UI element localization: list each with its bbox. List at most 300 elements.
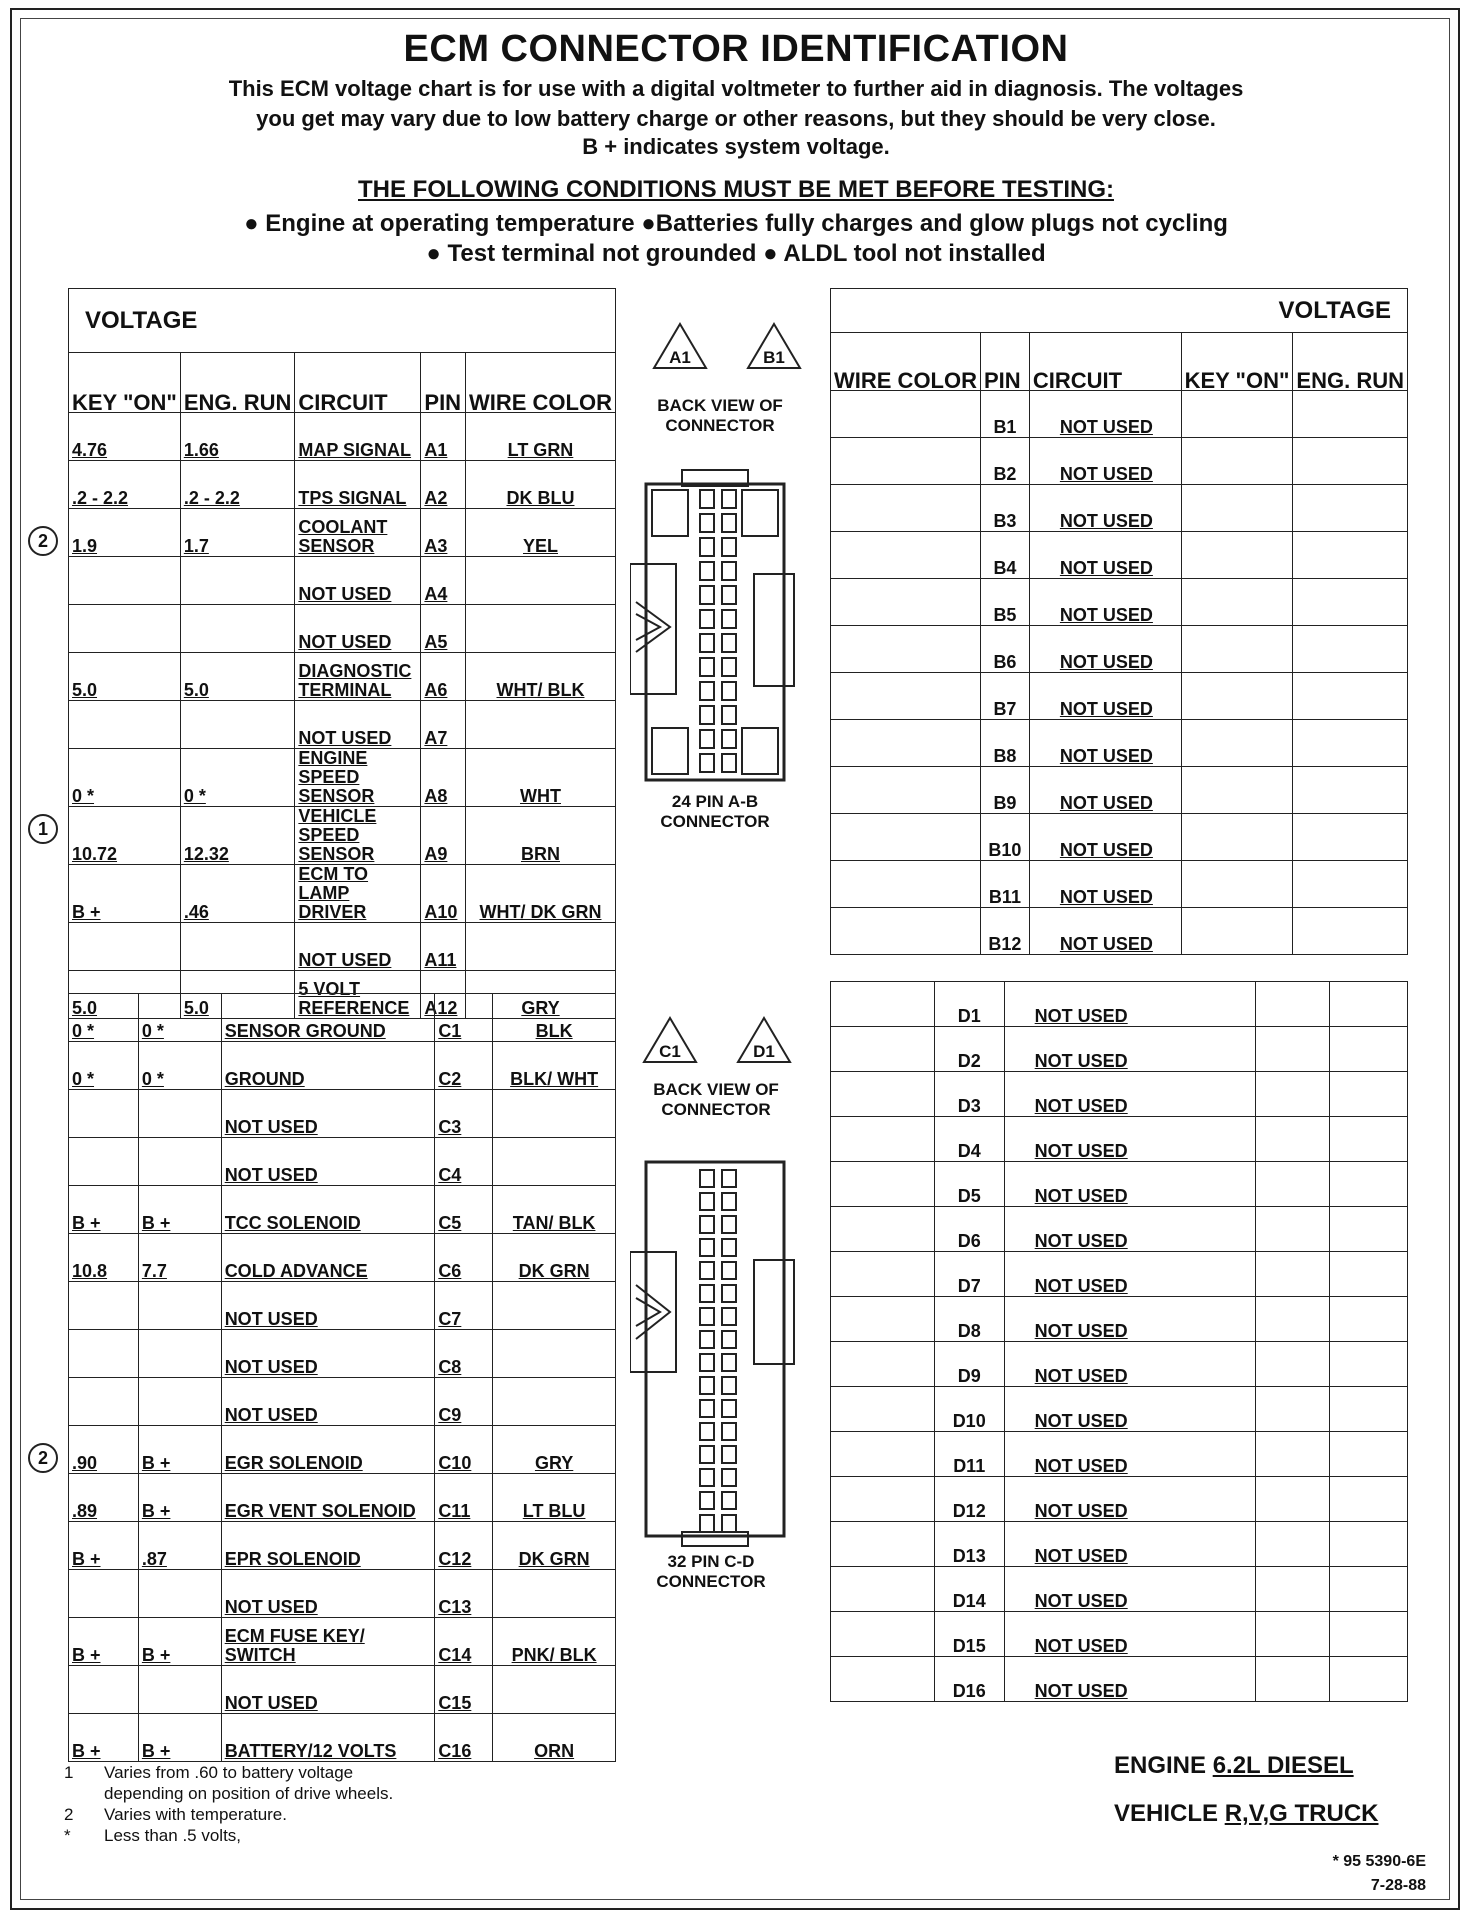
- connector-b-table: [830, 288, 1408, 955]
- table-row: [831, 579, 1408, 626]
- footnote-text: Varies from .60 to battery voltage: [104, 1763, 354, 1782]
- connector-pin: [700, 1515, 714, 1532]
- cell-key: [1181, 908, 1293, 955]
- conditions-line-1: ● Engine at operating temperature ●Batteries fully charges and glow plugs not cycling: [244, 210, 1228, 237]
- cell-wire: [465, 701, 615, 749]
- footnote-mark: 1: [64, 1763, 74, 1782]
- cell-wire: [831, 720, 981, 767]
- cell-run: [138, 1330, 221, 1378]
- cell-pin: C9: [435, 1378, 493, 1426]
- note-marker-2: 2: [28, 1443, 58, 1473]
- connector-c-table: [68, 993, 616, 1762]
- connector-pin: [700, 682, 714, 700]
- cell-circuit: NOT USED: [221, 1138, 435, 1186]
- cell-circuit: TPS SIGNAL: [295, 461, 421, 509]
- cell-circuit: NOT USED: [1004, 1162, 1256, 1207]
- cell-key: [1256, 1297, 1330, 1342]
- intro-line-1: This ECM voltage chart is for use with a digital voltmeter to further aid in diagnosis. The voltages: [228, 76, 1244, 101]
- connector-pin: [722, 1285, 736, 1302]
- connector-pin: [700, 1331, 714, 1348]
- cell-key: [1256, 1117, 1330, 1162]
- connector-pin: [722, 634, 736, 652]
- cell-circuit: MAP SIGNAL: [295, 413, 421, 461]
- cell-pin: A11: [421, 923, 466, 971]
- eng-run-header: ENG. RUN: [180, 353, 295, 413]
- table-row: [831, 1522, 1408, 1567]
- table-row: [831, 1072, 1408, 1117]
- cell-key: [1181, 438, 1293, 485]
- connector-pin: [722, 1377, 736, 1394]
- cell-circuit: NOT USED: [1029, 673, 1181, 720]
- table-row: [831, 626, 1408, 673]
- cell-key: 1.9: [69, 509, 181, 557]
- table-row: [831, 1117, 1408, 1162]
- connector-cd-drawing: [630, 1150, 800, 1550]
- footnote-mark: 2: [64, 1805, 74, 1824]
- table-row: [831, 438, 1408, 485]
- cell-wire: PNK/ BLK: [493, 1618, 616, 1666]
- cell-run: B +: [138, 1714, 221, 1762]
- cell-circuit: NOT USED: [295, 557, 421, 605]
- cell-key: [1256, 1522, 1330, 1567]
- cell-pin: D2: [934, 1027, 1004, 1072]
- table-row: [69, 749, 616, 807]
- cell-key: B +: [69, 865, 181, 923]
- table-row: [69, 461, 616, 509]
- cell-circuit: NOT USED: [221, 1330, 435, 1378]
- cell-wire: [831, 1252, 935, 1297]
- cell-wire: TAN/ BLK: [493, 1186, 616, 1234]
- cell-pin: B12: [981, 908, 1030, 955]
- connector-cd-name-1: 32 PIN C-D: [667, 1552, 755, 1571]
- cell-key: [69, 1090, 139, 1138]
- cell-run: 1.66: [180, 413, 295, 461]
- cell-wire: [831, 1117, 935, 1162]
- table-row: [69, 1522, 616, 1570]
- cell-key: [1256, 1432, 1330, 1477]
- connector-pin: [700, 538, 714, 556]
- cell-run: 12.32: [180, 807, 295, 865]
- connector-pin: [700, 1423, 714, 1440]
- cell-wire: [831, 1207, 935, 1252]
- cell-pin: C12: [435, 1522, 493, 1570]
- cell-wire: [831, 1567, 935, 1612]
- cell-run: [138, 1378, 221, 1426]
- cell-wire: BLK: [493, 994, 616, 1042]
- cell-run: B +: [138, 1474, 221, 1522]
- connector-pin: [700, 1285, 714, 1302]
- cell-wire: [493, 1570, 616, 1618]
- cell-run: [1330, 1432, 1408, 1477]
- cell-wire: [831, 982, 935, 1027]
- cell-run: [1330, 1522, 1408, 1567]
- table-row: [831, 1297, 1408, 1342]
- footnote-text: depending on position of drive wheels.: [104, 1784, 394, 1803]
- cell-circuit: NOT USED: [1004, 982, 1256, 1027]
- cell-wire: [493, 1138, 616, 1186]
- connector-ab-drawing: [630, 462, 800, 792]
- cell-key: [1256, 1567, 1330, 1612]
- table-row: [69, 1714, 616, 1762]
- vehicle-value: R,V,G TRUCK: [1224, 1800, 1379, 1827]
- cell-run: B +: [138, 1426, 221, 1474]
- cell-wire: [831, 1657, 935, 1702]
- cell-pin: B2: [981, 438, 1030, 485]
- cell-pin: A5: [421, 605, 466, 653]
- table-row: [831, 1567, 1408, 1612]
- connector-pin: [700, 490, 714, 508]
- cell-run: [138, 1570, 221, 1618]
- table-row: [69, 1090, 616, 1138]
- table-row: [69, 1474, 616, 1522]
- cell-pin: B10: [981, 814, 1030, 861]
- cell-wire: [831, 532, 981, 579]
- cell-run: [138, 1282, 221, 1330]
- cell-run: [1293, 814, 1408, 861]
- table-row: [69, 1426, 616, 1474]
- cell-key: .2 - 2.2: [69, 461, 181, 509]
- cell-wire: DK GRN: [493, 1234, 616, 1282]
- connector-label-c1: C1: [659, 1042, 681, 1061]
- cell-pin: A7: [421, 701, 466, 749]
- cell-circuit: NOT USED: [1004, 1477, 1256, 1522]
- cell-pin: D16: [934, 1657, 1004, 1702]
- cell-pin: B9: [981, 767, 1030, 814]
- table-row: [69, 1138, 616, 1186]
- cell-run: [1330, 1252, 1408, 1297]
- cell-circuit: NOT USED: [1004, 1207, 1256, 1252]
- cell-wire: [831, 1387, 935, 1432]
- connector-pin: [700, 610, 714, 628]
- cell-circuit: NOT USED: [1004, 1432, 1256, 1477]
- cell-key: [1256, 1027, 1330, 1072]
- cell-circuit: NOT USED: [1004, 1387, 1256, 1432]
- cell-run: [1293, 532, 1408, 579]
- table-row: [831, 1252, 1408, 1297]
- table-row: [831, 1387, 1408, 1432]
- cell-pin: A3: [421, 509, 466, 557]
- table-row: [69, 605, 616, 653]
- cell-key: [1181, 579, 1293, 626]
- engine-label: ENGINE: [1114, 1752, 1207, 1779]
- cell-pin: D7: [934, 1252, 1004, 1297]
- wire-color-header-right: WIRE COLOR: [831, 333, 981, 391]
- cell-circuit: COLD ADVANCE: [221, 1234, 435, 1282]
- cell-wire: [493, 1666, 616, 1714]
- cell-wire: [831, 1432, 935, 1477]
- cell-circuit: NOT USED: [221, 1282, 435, 1330]
- table-row: [69, 509, 616, 557]
- table-row: [69, 1378, 616, 1426]
- cell-run: [1330, 1567, 1408, 1612]
- cell-pin: D10: [934, 1387, 1004, 1432]
- connector-pin: [700, 1170, 714, 1187]
- cell-wire: [831, 1477, 935, 1522]
- connector-ab-name-1: 24 PIN A-B: [671, 792, 759, 811]
- cell-wire: LT BLU: [493, 1474, 616, 1522]
- cell-wire: [465, 557, 615, 605]
- table-row: [831, 1612, 1408, 1657]
- connector-pin: [722, 1423, 736, 1440]
- cell-key: [1256, 1072, 1330, 1117]
- connector-pin: [722, 754, 736, 772]
- table-row: [69, 1570, 616, 1618]
- engine-value: 6.2L DIESEL: [1212, 1752, 1354, 1779]
- cell-circuit: NOT USED: [1029, 767, 1181, 814]
- cell-run: .46: [180, 865, 295, 923]
- connector-pin: [722, 1308, 736, 1325]
- cell-circuit: NOT USED: [1004, 1027, 1256, 1072]
- cell-pin: B5: [981, 579, 1030, 626]
- table-row: [69, 1618, 616, 1666]
- connector-pin: [700, 514, 714, 532]
- cell-run: [1293, 391, 1408, 438]
- cell-key: 0 *: [69, 749, 181, 807]
- cell-pin: D3: [934, 1072, 1004, 1117]
- cell-run: [1330, 1657, 1408, 1702]
- cell-wire: WHT: [465, 749, 615, 807]
- cell-circuit: EPR SOLENOID: [221, 1522, 435, 1570]
- connector-pin: [700, 1216, 714, 1233]
- cell-wire: [831, 485, 981, 532]
- cell-circuit: VEHICLE SPEED SENSOR: [295, 807, 421, 865]
- cell-circuit: EGR SOLENOID: [221, 1426, 435, 1474]
- footnote-mark: *: [64, 1826, 71, 1845]
- cell-key: 5.0: [69, 653, 181, 701]
- cell-wire: [465, 923, 615, 971]
- table-row: [69, 807, 616, 865]
- cell-run: [138, 1138, 221, 1186]
- cell-run: [1330, 1387, 1408, 1432]
- engine-line: [1114, 1752, 1354, 1780]
- cell-pin: A1: [421, 413, 466, 461]
- cell-pin: B4: [981, 532, 1030, 579]
- cell-run: 0 *: [138, 1042, 221, 1090]
- cell-key: [69, 923, 181, 971]
- connector-pin: [700, 658, 714, 676]
- document-number: [1333, 1850, 1426, 1898]
- cell-pin: D6: [934, 1207, 1004, 1252]
- table-row: [831, 485, 1408, 532]
- cell-pin: C8: [435, 1330, 493, 1378]
- circuit-header-right: CIRCUIT: [1029, 333, 1181, 391]
- note-marker-1: 1: [28, 814, 58, 844]
- cell-circuit: NOT USED: [1029, 391, 1181, 438]
- cell-wire: [831, 1612, 935, 1657]
- cell-key: [1181, 861, 1293, 908]
- connector-pin: [722, 658, 736, 676]
- voltage-header-right: VOLTAGE: [831, 289, 1408, 333]
- table-row: [69, 994, 616, 1042]
- cell-run: 1.7: [180, 509, 295, 557]
- cell-circuit: NOT USED: [221, 1666, 435, 1714]
- cell-circuit: NOT USED: [1004, 1342, 1256, 1387]
- table-row: [69, 1042, 616, 1090]
- connector-pin: [700, 706, 714, 724]
- cell-circuit: ECM FUSE KEY/ SWITCH: [221, 1618, 435, 1666]
- cell-circuit: NOT USED: [1029, 626, 1181, 673]
- cell-key: [1256, 1207, 1330, 1252]
- table-row: [69, 701, 616, 749]
- connector-pin: [722, 610, 736, 628]
- cell-wire: DK BLU: [465, 461, 615, 509]
- cell-key: [69, 1282, 139, 1330]
- conditions-line-2: ● Test terminal not grounded ● ALDL tool not installed: [426, 240, 1046, 267]
- cell-wire: [493, 1282, 616, 1330]
- table-row: [831, 1657, 1408, 1702]
- wire-color-header: WIRE COLOR: [465, 353, 615, 413]
- voltage-header: VOLTAGE: [69, 289, 616, 353]
- cell-wire: YEL: [465, 509, 615, 557]
- cell-circuit: ECM TO LAMP DRIVER: [295, 865, 421, 923]
- cell-wire: [831, 1342, 935, 1387]
- cell-wire: WHT/ DK GRN: [465, 865, 615, 923]
- cell-key: [1181, 391, 1293, 438]
- cell-run: [1330, 1612, 1408, 1657]
- connector-a-table: [68, 288, 616, 1019]
- cell-key: [1256, 1162, 1330, 1207]
- cell-wire: [831, 673, 981, 720]
- cell-circuit: NOT USED: [295, 701, 421, 749]
- cell-wire: [493, 1330, 616, 1378]
- cell-run: [138, 1090, 221, 1138]
- connector-pin: [722, 1239, 736, 1256]
- cell-pin: A12: [421, 971, 466, 1019]
- cell-pin: C5: [435, 1186, 493, 1234]
- cell-wire: LT GRN: [465, 413, 615, 461]
- cell-pin: A8: [421, 749, 466, 807]
- eng-run-header-right: ENG. RUN: [1293, 333, 1408, 391]
- cell-run: [180, 701, 295, 749]
- cell-wire: [831, 438, 981, 485]
- connector-pin: [722, 730, 736, 748]
- cell-circuit: NOT USED: [1029, 532, 1181, 579]
- connector-label-d1: D1: [753, 1042, 775, 1061]
- connector-pin: [722, 682, 736, 700]
- table-row: [831, 1027, 1408, 1072]
- page-title: ECM CONNECTOR IDENTIFICATION: [403, 28, 1069, 70]
- key-on-header: KEY "ON": [69, 353, 181, 413]
- footnotes: [64, 1762, 393, 1846]
- cell-pin: C2: [435, 1042, 493, 1090]
- table-row: [831, 814, 1408, 861]
- footnote: [64, 1762, 393, 1783]
- connector-pin: [700, 754, 714, 772]
- cell-circuit: NOT USED: [1004, 1522, 1256, 1567]
- cell-run: [1293, 485, 1408, 532]
- cell-circuit: NOT USED: [221, 1090, 435, 1138]
- cell-key: [69, 1330, 139, 1378]
- cell-run: 5.0: [180, 653, 295, 701]
- vehicle-label: VEHICLE: [1114, 1800, 1219, 1827]
- doc-date: 7-28-88: [1370, 1877, 1426, 1894]
- cell-wire: GRY: [493, 1426, 616, 1474]
- cell-wire: [831, 579, 981, 626]
- cell-pin: C16: [435, 1714, 493, 1762]
- cell-pin: B7: [981, 673, 1030, 720]
- connector-pin: [722, 1193, 736, 1210]
- connector-pin: [722, 1469, 736, 1486]
- cell-wire: [831, 1522, 935, 1567]
- cell-wire: [831, 1072, 935, 1117]
- cell-key: [1181, 767, 1293, 814]
- cell-circuit: BATTERY/12 VOLTS: [221, 1714, 435, 1762]
- footnote: [64, 1804, 393, 1825]
- cell-wire: [493, 1378, 616, 1426]
- connector-pin: [700, 562, 714, 580]
- cell-wire: [831, 908, 981, 955]
- cell-wire: GRY: [465, 971, 615, 1019]
- cell-run: 7.7: [138, 1234, 221, 1282]
- circuit-header: CIRCUIT: [295, 353, 421, 413]
- vehicle-line: [1114, 1800, 1378, 1828]
- cell-pin: C15: [435, 1666, 493, 1714]
- cell-run: 0 *: [180, 749, 295, 807]
- cell-pin: D4: [934, 1117, 1004, 1162]
- cell-pin: A2: [421, 461, 466, 509]
- cell-circuit: NOT USED: [1004, 1612, 1256, 1657]
- cell-circuit: NOT USED: [1004, 1072, 1256, 1117]
- cell-run: [180, 605, 295, 653]
- pin-header: PIN: [421, 353, 466, 413]
- connector-pin: [700, 730, 714, 748]
- cell-pin: B3: [981, 485, 1030, 532]
- cell-pin: C3: [435, 1090, 493, 1138]
- table-row: [69, 1234, 616, 1282]
- cell-key: [69, 1138, 139, 1186]
- cell-run: 0 *: [138, 994, 221, 1042]
- cell-key: 4.76: [69, 413, 181, 461]
- cell-key: [1256, 1252, 1330, 1297]
- table-row: [69, 1282, 616, 1330]
- connector-pin: [722, 1262, 736, 1279]
- conditions-heading: THE FOLLOWING CONDITIONS MUST BE MET BEFORE TESTING:: [358, 176, 1114, 203]
- cell-run: [1330, 1477, 1408, 1522]
- connector-pin: [722, 1400, 736, 1417]
- cell-circuit: COOLANT SENSOR: [295, 509, 421, 557]
- cell-key: B +: [69, 1618, 139, 1666]
- connector-pin: [722, 586, 736, 604]
- cell-run: [1330, 1297, 1408, 1342]
- cell-run: [1330, 1162, 1408, 1207]
- cell-pin: B6: [981, 626, 1030, 673]
- cell-circuit: NOT USED: [295, 923, 421, 971]
- cell-run: [1293, 438, 1408, 485]
- cell-circuit: NOT USED: [1029, 438, 1181, 485]
- cell-pin: A10: [421, 865, 466, 923]
- connector-pin: [722, 1492, 736, 1509]
- cell-run: [1293, 720, 1408, 767]
- cell-key: B +: [69, 1186, 139, 1234]
- cell-run: [1330, 1072, 1408, 1117]
- cell-run: [1330, 1117, 1408, 1162]
- connector-pin: [722, 1446, 736, 1463]
- cell-pin: B11: [981, 861, 1030, 908]
- cell-circuit: NOT USED: [221, 1378, 435, 1426]
- cell-circuit: NOT USED: [1029, 720, 1181, 767]
- table-row: [831, 982, 1408, 1027]
- cell-circuit: NOT USED: [1004, 1117, 1256, 1162]
- cell-circuit: NOT USED: [1004, 1567, 1256, 1612]
- cell-key: [1181, 673, 1293, 720]
- cell-circuit: NOT USED: [1029, 814, 1181, 861]
- cell-key: 10.8: [69, 1234, 139, 1282]
- cell-pin: D1: [934, 982, 1004, 1027]
- cell-run: [1330, 1342, 1408, 1387]
- cell-pin: C4: [435, 1138, 493, 1186]
- connector-pin: [722, 1515, 736, 1532]
- connector-pin: [700, 1492, 714, 1509]
